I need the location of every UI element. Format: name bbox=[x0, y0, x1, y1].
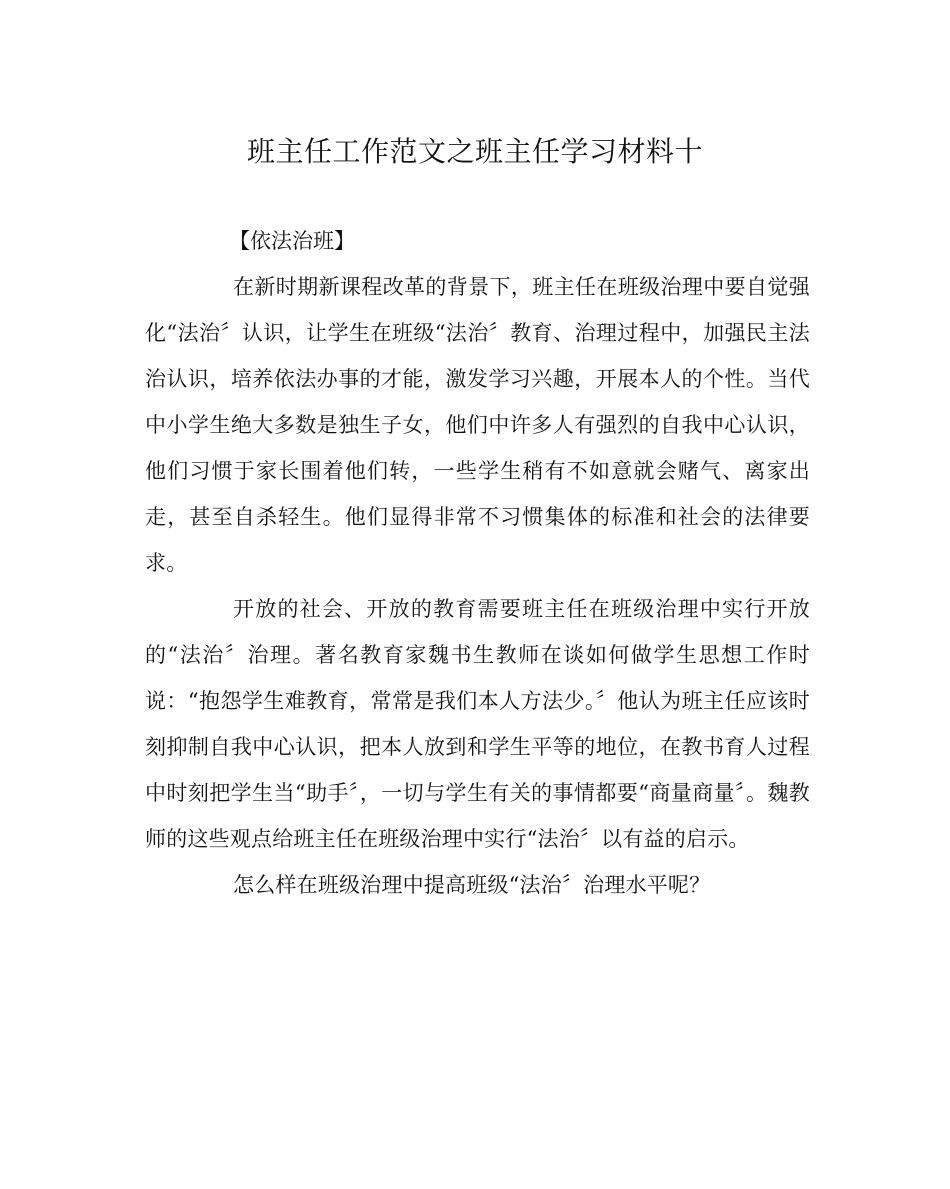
paragraph-2: 开放的社会、开放的教育需要班主任在班级治理中实行开放的“法治〞治理。著名教育家魏书生教师在谈如何做学生思想工作时说：“抱怨学生难教育，常常是我们本人方法少。〞他认为班主任应该时刻抑制自我中心认识，把本人放到和学生平等的地位，在教书育人过程中时刻把学生当“助手〞，一切与学生有关的事情都要“商量商量〞。魏教师的这些观点给班主任在班级治理中实行“法治〞以有益的启示。 bbox=[145, 597, 810, 851]
section-heading: 【依法治班】 bbox=[229, 229, 355, 253]
paragraph-1: 在新时期新课程改革的背景下，班主任在班级治理中要自觉强化“法治〞认识，让学生在班级“法治〞教育、治理过程中，加强民主法治认识，培养依法办事的才能，激发学习兴趣，开展本人的个性。当代中小学生绝大多数是独生子女，他们中许多人有强烈的自我中心认识，他们习惯于家长围着他们转，一些学生稍有不如意就会赌气、离家出走，甚至自杀轻生。他们显得非常不习惯集体的标准和社会的法律要求。 bbox=[145, 275, 810, 575]
document-body bbox=[145, 218, 810, 908]
paragraph-3: 怎么样在班级治理中提高班级“法治〞治理水平呢？ bbox=[233, 873, 711, 897]
document-title: 班主任工作范文之班主任学习材料十 bbox=[246, 135, 703, 168]
